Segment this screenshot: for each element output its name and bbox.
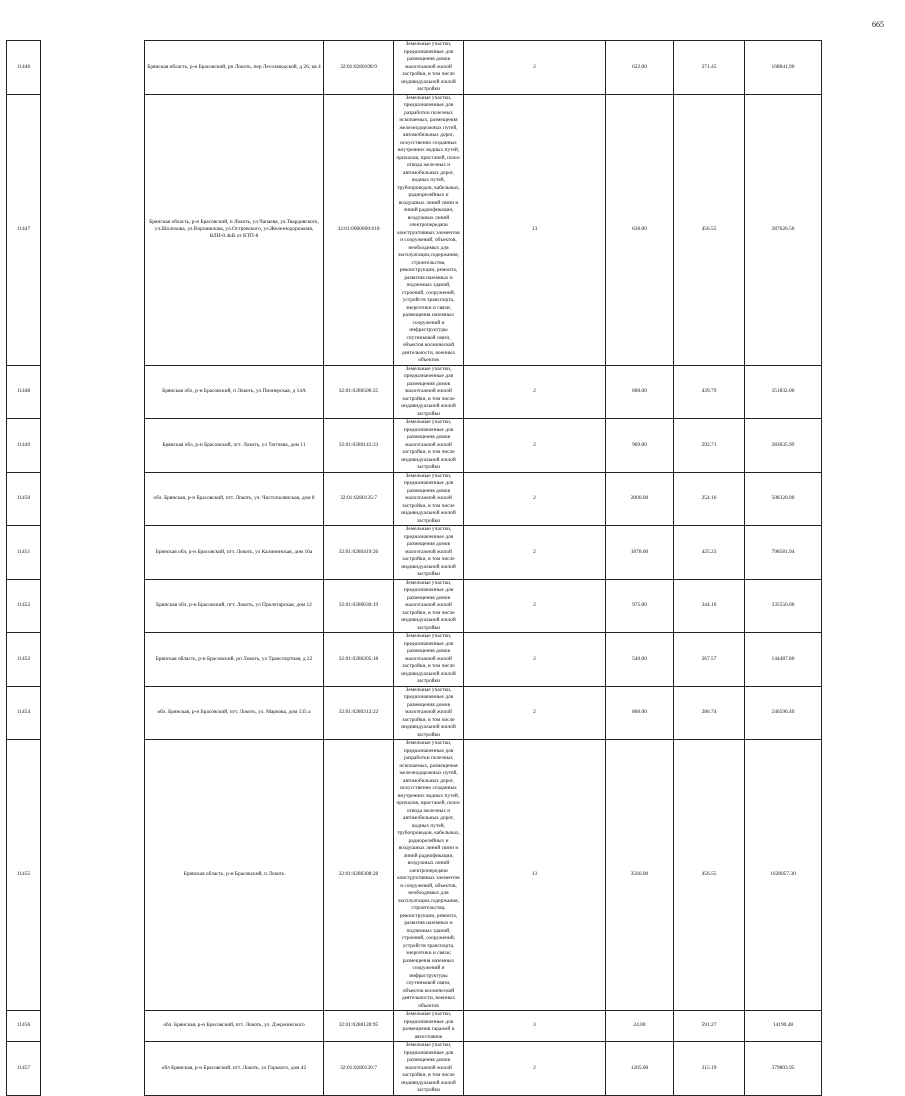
table-row — [7, 686, 822, 740]
group-number-cell: 2 — [464, 1042, 606, 1096]
cadastral-number-cell: 32:01:0280108:9 — [324, 41, 394, 95]
row-number: 11457 — [7, 1042, 41, 1096]
area-cell: 3566.00 — [606, 740, 674, 1011]
specific-value-cell: 271.45 — [674, 41, 745, 95]
specific-value-cell: 425.23 — [674, 526, 745, 580]
land-use-cell: Земельные участки, предназначенные для размещения домов малоэтажной жилой застройки, в том числе индивидуальной жилой застройки — [394, 1042, 464, 1096]
area-cell: 975.00 — [606, 579, 674, 633]
spacer-cell — [41, 94, 145, 365]
address-cell: Брянская область, р-н Брасовский, п Локоть, ул.Чапаева, ул.Твардовского, ул.Шолохова, ул.Ворошилова, ул.Островского, ул.Железнодорожная, ВЛИ-0.4кВ от КТП-8 — [145, 94, 324, 365]
group-number-cell: 3 — [464, 1011, 606, 1042]
group-number-cell: 13 — [464, 740, 606, 1011]
address-cell: обл. Брянская, р-н Брасовский, пгт. Локоть, ул. Дзержинского — [145, 1011, 324, 1042]
group-number-cell: 2 — [464, 41, 606, 95]
cadastral-value-cell: 144487.80 — [745, 633, 822, 687]
row-number: 11456 — [7, 1011, 41, 1042]
land-use-cell: Земельные участки, предназначенные для размещения домов малоэтажной жилой застройки, в том числе индивидуальной жилой застройки — [394, 419, 464, 473]
cadastral-value-table — [6, 40, 822, 1096]
specific-value-cell: 456.55 — [674, 94, 745, 365]
cadastral-value-cell: 335556.00 — [745, 579, 822, 633]
area-cell: 860.00 — [606, 686, 674, 740]
table-row — [7, 740, 822, 1011]
land-use-cell: Земельные участки, предназначенные для разработки полезных ископаемых, размещения железнодорожных путей, автомобильных дорог, искусственно созданных внутренних водных путей, причалов, пристаней, полос отвода железных и автомобильных дорог, водных путей, трубопроводов, кабельных, радиорелейных и воздушных линий связи и линий радиофикации, воздушных линий электропередачи конструктивных элементов и сооружений, объектов, необходимых для эксплуатации,содержания, строительства, реконструкции, ремонта, развития наземных и подземных зданий, строений, сооружений, устройств транспорта, энергетики и связи; размещения наземных сооружений и инфраструктуры спутниковой связи, объектов космической деятельности, военных объектов — [394, 740, 464, 1011]
area-cell: 969.00 — [606, 419, 674, 473]
cadastral-number-cell: 32:01:0280506:25 — [324, 365, 394, 419]
cadastral-value-cell: 508320.00 — [745, 472, 822, 526]
row-number: 11453 — [7, 633, 41, 687]
row-number: 11446 — [7, 41, 41, 95]
specific-value-cell: 439.79 — [674, 365, 745, 419]
table-row — [7, 1011, 822, 1042]
table-row — [7, 1042, 822, 1096]
spacer-cell — [41, 419, 145, 473]
spacer-cell — [41, 41, 145, 95]
land-use-cell: Земельные участки, предназначенные для размещения домов малоэтажной жилой застройки, в том числе индивидуальной жилой застройки — [394, 526, 464, 580]
area-cell: 540.00 — [606, 633, 674, 687]
cadastral-number-cell: 32:01:0000000:618 — [324, 94, 394, 365]
address-cell: обл Брянская, р-н Брасовский, пгт. Локоть, ул Горького, дом 42 — [145, 1042, 324, 1096]
row-number: 11447 — [7, 94, 41, 365]
land-use-cell: Земельные участки, предназначенные для размещения домов малоэтажной жилой застройки, в том числе индивидуальной жилой застройки — [394, 41, 464, 95]
spacer-cell — [41, 526, 145, 580]
table-row — [7, 472, 822, 526]
specific-value-cell: 267.57 — [674, 633, 745, 687]
cadastral-value-cell: 168841.90 — [745, 41, 822, 95]
address-cell: Брянская область, р-н Брасовский, рп Локоть, пер Лесозаводской, д 26, кв 4 — [145, 41, 324, 95]
address-cell: Брянская обл, р-н Брасовский, пгт. Локоть, ул Пролетарская, дом 12 — [145, 579, 324, 633]
address-cell: Брянская обл, р-н Брасовский, пгт. Локоть, ул Калининская, дом 16а — [145, 526, 324, 580]
table-row — [7, 633, 822, 687]
cadastral-value-cell: 1628057.30 — [745, 740, 822, 1011]
specific-value-cell: 591.27 — [674, 1011, 745, 1042]
row-number: 11451 — [7, 526, 41, 580]
group-number-cell: 2 — [464, 472, 606, 526]
row-number: 11455 — [7, 740, 41, 1011]
land-use-cell: Земельные участки, предназначенные для разработки полезных ископаемых, размещения железнодорожных путей, автомобильных дорог, искусственно созданных внутренних водных путей, причалов, пристаней, полос отвода железных и автомобильных дорог, водных путей, трубопроводов, кабельных, радиорелейных и воздушных линий связи и линий радиофикации, воздушных линий электропередачи конструктивных элементов и сооружений, объектов, необходимых для эксплуатации,содержания, строительства, реконструкции, ремонта, развития наземных и подземных зданий, строений, сооружений, устройств транспорта, энергетики и связи; размещения наземных сооружений и инфраструктуры спутниковой связи, объектов космической деятельности, военных объектов — [394, 94, 464, 365]
cadastral-number-cell: 32:01:0280630:19 — [324, 579, 394, 633]
spacer-cell — [41, 579, 145, 633]
area-cell: 800.00 — [606, 365, 674, 419]
cadastral-value-cell: 379803.95 — [745, 1042, 822, 1096]
land-use-cell: Земельные участки, предназначенные для размещения домов малоэтажной жилой застройки, в том числе индивидуальной жилой застройки — [394, 472, 464, 526]
table-row — [7, 579, 822, 633]
row-number: 11454 — [7, 686, 41, 740]
cadastral-value-cell: 14190.48 — [745, 1011, 822, 1042]
area-cell: 1878.00 — [606, 526, 674, 580]
row-number: 11449 — [7, 419, 41, 473]
cadastral-number-cell: 32:01:0280120:7 — [324, 1042, 394, 1096]
table-row — [7, 41, 822, 95]
land-use-cell: Земельные участки, предназначенные для размещения домов малоэтажной жилой застройки, в том числе индивидуальной жилой застройки — [394, 579, 464, 633]
spacer-cell — [41, 633, 145, 687]
group-number-cell: 13 — [464, 94, 606, 365]
spacer-cell — [41, 686, 145, 740]
page-number: 665 — [872, 20, 884, 29]
address-cell: Брянская обл, р-н Брасовский, п Локоть, ул Пионерская, д 14А — [145, 365, 324, 419]
cadastral-value-cell: 287626.50 — [745, 94, 822, 365]
group-number-cell: 2 — [464, 419, 606, 473]
specific-value-cell: 286.74 — [674, 686, 745, 740]
cadastral-value-cell: 283635.99 — [745, 419, 822, 473]
row-number: 11450 — [7, 472, 41, 526]
area-cell: 2000.00 — [606, 472, 674, 526]
area-cell: 1205.00 — [606, 1042, 674, 1096]
address-cell: обл. Брянская, р-н Брасовский, пгт. Локоть, ул. Чистополянская, дом 8 — [145, 472, 324, 526]
group-number-cell: 2 — [464, 633, 606, 687]
row-number: 11452 — [7, 579, 41, 633]
address-cell: Брянская обл, р-н Брасовский, пгт. Локоть, ул Тютчева, дом 11 — [145, 419, 324, 473]
table-row — [7, 526, 822, 580]
specific-value-cell: 344.16 — [674, 579, 745, 633]
specific-value-cell: 315.19 — [674, 1042, 745, 1096]
land-use-cell: Земельные участки, предназначенные для размещения домов малоэтажной жилой застройки, в том числе индивидуальной жилой застройки — [394, 686, 464, 740]
address-cell: обл. Брянская, р-н Брасовский, пгт. Локоть, ул. Маркова, дом 135 а — [145, 686, 324, 740]
specific-value-cell: 292.71 — [674, 419, 745, 473]
table-row — [7, 419, 822, 473]
land-use-cell: Земельные участки, предназначенные для размещения гаражей и автостоянок — [394, 1011, 464, 1042]
land-use-cell: Земельные участки, предназначенные для размещения домов малоэтажной жилой застройки, в том числе индивидуальной жилой застройки — [394, 365, 464, 419]
area-cell: 630.00 — [606, 94, 674, 365]
cadastral-number-cell: 32:01:0280128:95 — [324, 1011, 394, 1042]
group-number-cell: 2 — [464, 686, 606, 740]
group-number-cell: 2 — [464, 579, 606, 633]
table-row — [7, 365, 822, 419]
cadastral-number-cell: 32:01:0280419:26 — [324, 526, 394, 580]
cadastral-number-cell: 32:01:0280308:28 — [324, 740, 394, 1011]
group-number-cell: 2 — [464, 365, 606, 419]
cadastral-number-cell: 32:01:0280143:33 — [324, 419, 394, 473]
spacer-cell — [41, 472, 145, 526]
specific-value-cell: 254.16 — [674, 472, 745, 526]
address-cell: Брянская область, р-н Брасовский, рп Локоть, ул Транспортная, д 22 — [145, 633, 324, 687]
land-use-cell: Земельные участки, предназначенные для размещения домов малоэтажной жилой застройки, в том числе индивидуальной жилой застройки — [394, 633, 464, 687]
table-row — [7, 94, 822, 365]
spacer-cell — [41, 1042, 145, 1096]
cadastral-number-cell: 32:01:0280205:18 — [324, 633, 394, 687]
spacer-cell — [41, 365, 145, 419]
cadastral-value-cell: 351832.00 — [745, 365, 822, 419]
group-number-cell: 2 — [464, 526, 606, 580]
area-cell: 622.00 — [606, 41, 674, 95]
spacer-cell — [41, 1011, 145, 1042]
cadastral-value-cell: 246596.40 — [745, 686, 822, 740]
spacer-cell — [41, 740, 145, 1011]
address-cell: Брянская область, р-н Брасовский, п Локоть — [145, 740, 324, 1011]
row-number: 11448 — [7, 365, 41, 419]
cadastral-number-cell: 32:01:0280135:7 — [324, 472, 394, 526]
area-cell: 24.00 — [606, 1011, 674, 1042]
cadastral-number-cell: 32:01:0280312:22 — [324, 686, 394, 740]
cadastral-value-cell: 798581.94 — [745, 526, 822, 580]
specific-value-cell: 456.55 — [674, 740, 745, 1011]
